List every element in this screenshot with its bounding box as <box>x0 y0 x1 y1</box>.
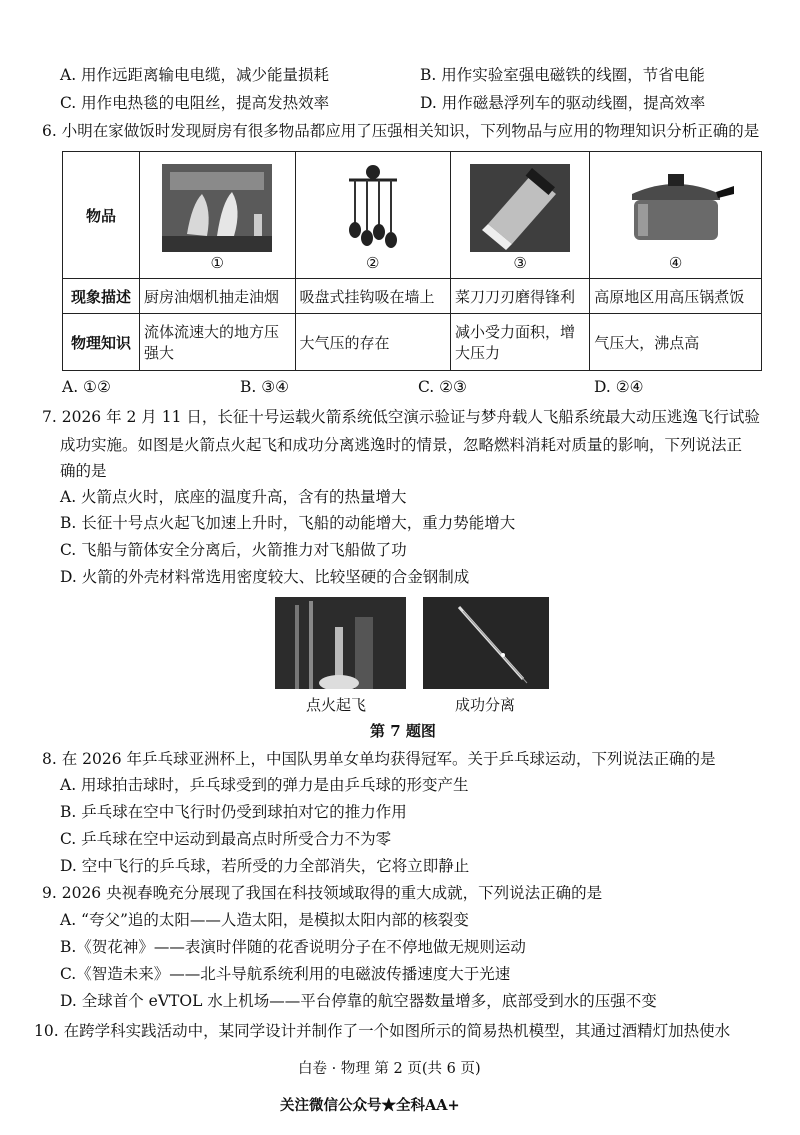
photo-caption-separation: 成功分离 <box>455 696 516 714</box>
q10-stem: 10. 在跨学科实践活动中，某同学设计并制作了一个如图所示的简易热机模型，其通过酒精灯加热使水 <box>34 1022 731 1040</box>
item-description-4: 高原地区用高压锅煮饭 <box>590 279 762 314</box>
q6-items-table <box>62 151 762 371</box>
q6-option-b: B. ③④ <box>240 378 290 396</box>
knowledge-line: 减小受力面积，增 <box>455 323 576 341</box>
q7-option-c: C. 飞船与箭体安全分离后，火箭推力对飞船做了功 <box>60 541 407 559</box>
q6-option-a: A. ①② <box>62 378 111 396</box>
item-knowledge-3 <box>451 314 590 371</box>
q7-option-b: B. 长征十号点火起飞加速上升时，飞船的动能增大，重力势能增大 <box>60 514 516 532</box>
pressure-cooker-icon <box>616 164 736 252</box>
q9-option-b: B.《贺花神》——表演时伴随的花香说明分子在不停地做无规则运动 <box>60 938 526 956</box>
q8-stem: 8. 在 2026 年乒乓球亚洲杯上，中国队男单女单均获得冠军。关于乒乓球运动，下列说法正确的是 <box>42 750 716 768</box>
q8-option-d: D. 空中飞行的乒乓球，若所受的力全部消失，它将立即静止 <box>60 857 470 875</box>
suction-hook-icon <box>333 164 413 252</box>
item-cell-2 <box>295 152 451 279</box>
q5-option-a: A. 用作远距离输电电缆，减少能量损耗 <box>60 66 330 84</box>
page-footer: 白卷 · 物理 第 2 页(共 6 页) <box>298 1061 481 1077</box>
q7-stem-line1: 7. 2026 年 2 月 11 日，长征十号运载火箭系统低空演示验证与梦舟载人飞船系统最大动压逃逸飞行试验 <box>42 408 760 426</box>
item-description-1: 厨房油烟机抽走油烟 <box>140 279 296 314</box>
kitchen-knife-icon <box>470 164 570 252</box>
q6-option-d: D. ②④ <box>594 378 644 396</box>
item-description-2: 吸盘式挂钩吸在墙上 <box>295 279 451 314</box>
q9-option-a: A. “夸父”追的太阳——人造太阳，是模拟太阳内部的核裂变 <box>60 911 469 929</box>
item-knowledge-1 <box>140 314 296 371</box>
knowledge-line: 强大 <box>144 344 175 362</box>
row-label-item: 物品 <box>63 152 140 279</box>
q7-option-d: D. 火箭的外壳材料常选用密度较大、比较坚硬的合金钢制成 <box>60 568 470 586</box>
photo-caption-launch: 点火起飞 <box>306 696 367 714</box>
q5-option-c: C. 用作电热毯的电阻丝，提高发热效率 <box>60 94 330 112</box>
item-number: ③ <box>513 254 527 272</box>
knowledge-line: 大压力 <box>455 344 501 362</box>
knowledge-line: 气压大，沸点高 <box>594 333 700 352</box>
q5-option-b: B. 用作实验室强电磁铁的线圈，节省电能 <box>420 66 705 84</box>
q8-option-c: C. 乒乓球在空中运动到最高点时所受合力不为零 <box>60 830 392 848</box>
item-cell-4 <box>590 152 762 279</box>
item-knowledge-4 <box>590 314 762 371</box>
item-number: ② <box>366 254 380 272</box>
item-number: ④ <box>668 254 683 272</box>
figure-title: 第 7 题图 <box>370 722 436 740</box>
knowledge-line: 流体流速大的地方压 <box>144 323 280 341</box>
rocket-launch-photo <box>275 597 406 689</box>
q6-stem: 6. 小明在家做饭时发现厨房有很多物品都应用了压强相关知识，下列物品与应用的物理知识分析正确的是 <box>42 122 760 140</box>
watermark-text: 关注微信公众号★全科AA+ <box>280 1097 460 1114</box>
item-cell-3 <box>451 152 590 279</box>
q7-stem-line2: 成功实施。如图是火箭点火起飞和成功分离逃逸时的情景，忽略燃料消耗对质量的影响，下列说法正 <box>60 436 743 454</box>
q8-option-b: B. 乒乓球在空中飞行时仍受到球拍对它的推力作用 <box>60 803 407 821</box>
q5-option-d: D. 用作磁悬浮列车的驱动线圈，提高效率 <box>420 94 706 112</box>
item-number: ① <box>210 254 224 272</box>
knowledge-line: 大气压的存在 <box>299 333 390 352</box>
q8-option-a: A. 用球拍击球时，乒乓球受到的弹力是由乒乓球的形变产生 <box>60 776 469 794</box>
rocket-separation-photo <box>423 597 549 689</box>
q6-option-c: C. ②③ <box>418 378 467 396</box>
row-label-description: 现象描述 <box>63 279 140 314</box>
q9-stem: 9. 2026 央视春晚充分展现了我国在科技领域取得的重大成就，下列说法正确的是 <box>42 884 603 902</box>
row-label-knowledge: 物理知识 <box>63 314 140 371</box>
item-cell-1 <box>140 152 296 279</box>
item-knowledge-2 <box>295 314 451 371</box>
q9-option-d: D. 全球首个 eVTOL 水上机场——平台停靠的航空器数量增多，底部受到水的压强不变 <box>60 992 657 1010</box>
q9-option-c: C.《智造未来》——北斗导航系统利用的电磁波传播速度大于光速 <box>60 965 511 983</box>
item-description-3: 菜刀刀刃磨得锋利 <box>451 279 590 314</box>
q7-option-a: A. 火箭点火时，底座的温度升高，含有的热量增大 <box>60 488 407 506</box>
range-hood-icon <box>162 164 272 252</box>
q7-stem-line3: 确的是 <box>60 462 107 480</box>
